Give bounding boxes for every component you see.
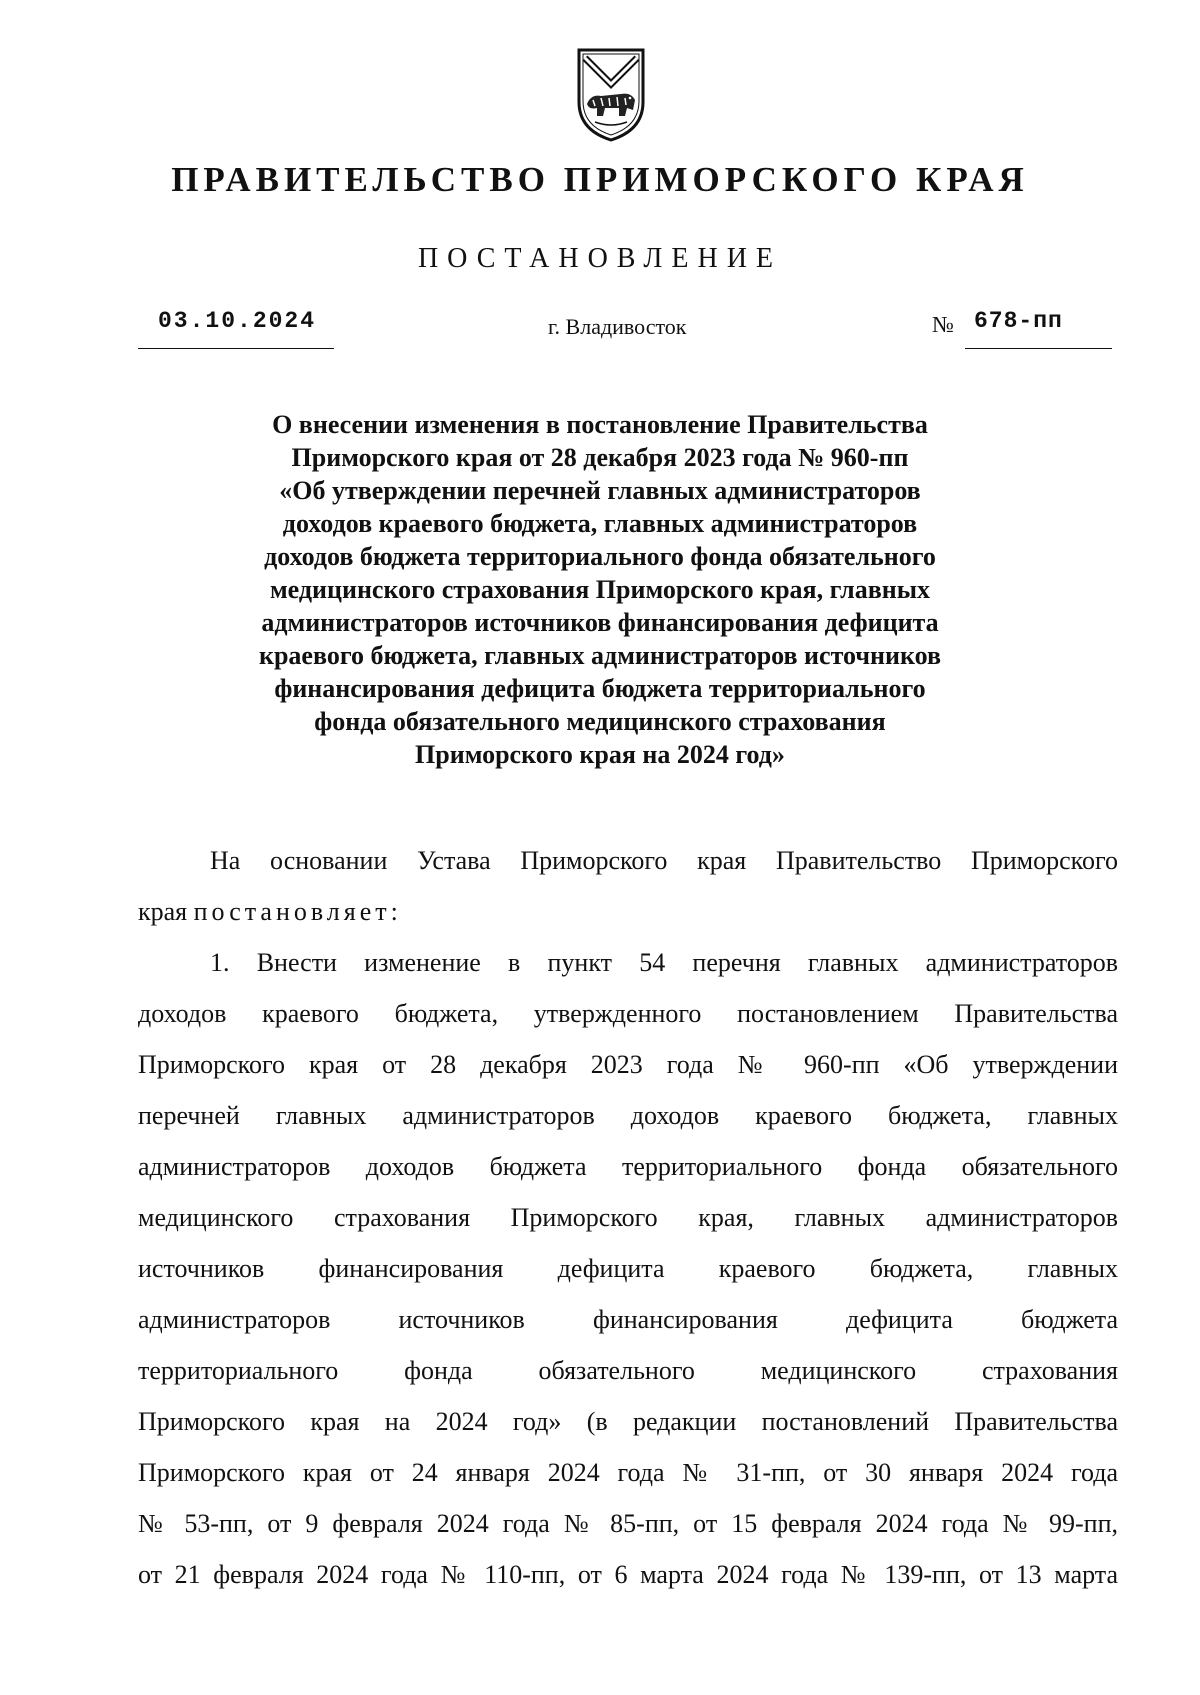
title-line: О внесении изменения в постановление Правительства (272, 410, 928, 439)
coat-of-arms-icon (573, 44, 649, 144)
document-number: 678-пп (974, 308, 1063, 334)
preamble-line: На основании Устава Приморского края Правительство Приморского (210, 846, 1118, 875)
item1-line: 1. Внести изменение в пункт 54 перечня главных администраторов (210, 948, 1118, 977)
number-sign: № (932, 312, 954, 337)
item1-line: медицинского страхования Приморского края, главных администраторов (138, 1203, 1118, 1232)
document-number-field (932, 308, 1112, 348)
document-date-field (138, 308, 334, 349)
title-line: краевого бюджета, главных администраторов источников (258, 641, 941, 670)
item1-line: Приморского края на 2024 год» (в редакции постановлений Правительства (138, 1407, 1118, 1436)
item1-line: доходов краевого бюджета, утвержденного постановлением Правительства (138, 999, 1118, 1028)
item1-line: администраторов источников финансирования дефицита бюджета (138, 1305, 1118, 1334)
organization-name: ПРАВИТЕЛЬСТВО ПРИМОРСКОГО КРАЯ (171, 160, 1029, 199)
item1-line: № 53-пп, от 9 февраля 2024 года № 85-пп, от 15 февраля 2024 года № 99-пп, (138, 1509, 1118, 1538)
preamble-line (138, 897, 1118, 927)
item1-line: администраторов доходов бюджета территориального фонда обязательного (138, 1152, 1118, 1181)
item1-line: от 21 февраля 2024 года № 110-пп, от 6 марта 2024 года № 139-пп, от 13 марта (138, 1560, 1118, 1589)
title-line: финансирования дефицита бюджета территориального (274, 674, 926, 703)
title-line: «Об утверждении перечней главных администраторов (279, 476, 921, 505)
title-line: администраторов источников финансирования дефицита (261, 608, 939, 637)
preamble-prefix: края (138, 897, 194, 926)
title-line: Приморского края от 28 декабря 2023 года № 960-пп (291, 443, 909, 472)
title-line: доходов бюджета территориального фонда обязательного (264, 542, 936, 571)
document-date: 03.10.2024 (158, 308, 317, 334)
title-line: медицинского страхования Приморского края, главных (269, 575, 931, 604)
document-title (200, 408, 1000, 771)
title-line: фонда обязательного медицинского страхования (314, 707, 886, 736)
item1-line: территориального фонда обязательного медицинского страхования (138, 1356, 1118, 1385)
document-type: ПОСТАНОВЛЕНИЕ (417, 243, 783, 274)
title-line: доходов краевого бюджета, главных администраторов (282, 509, 918, 538)
document-city: г. Владивосток (548, 314, 687, 339)
title-line: Приморского края на 2024 год» (415, 740, 785, 769)
item1-line: источников финансирования дефицита краевого бюджета, главных (138, 1254, 1118, 1283)
resolves-word: постановляет: (193, 897, 402, 926)
item1-line: Приморского края от 24 января 2024 года № 31-пп, от 30 января 2024 года (138, 1458, 1118, 1487)
item1-line: Приморского края от 28 декабря 2023 года № 960-пп «Об утверждении (138, 1050, 1118, 1079)
item1-line: перечней главных администраторов доходов краевого бюджета, главных (138, 1101, 1118, 1130)
